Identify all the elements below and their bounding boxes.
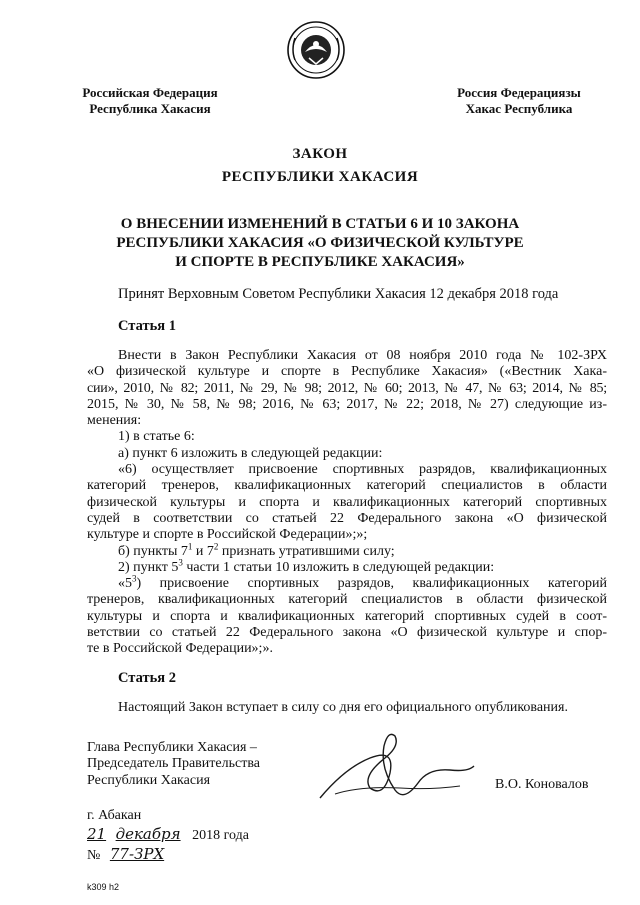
role-line3: Республики Хакасия: [87, 772, 211, 788]
quote1-line5: культуре и спорте в Российской Федерации»;»;: [87, 527, 368, 543]
subject-line1: О ВНЕСЕНИИ ИЗМЕНЕНИЙ В СТАТЬИ 6 И 10 ЗАКОНА: [120, 216, 520, 232]
header-right-line2: Хакас Республика: [465, 101, 573, 116]
date-month-handwritten: декабря: [115, 825, 181, 843]
title-line1: ЗАКОН: [292, 146, 348, 162]
signatory-name: В.О. Коновалов: [495, 777, 589, 792]
item1b-post: признать утратившими силу;: [218, 543, 395, 559]
item1b-sup2: 2: [213, 540, 219, 551]
quote2-sup: 3: [132, 573, 137, 584]
law-number-handwritten: 77-ЗРХ: [109, 845, 165, 863]
article1-heading: Статья 1: [118, 318, 176, 334]
item1b: [87, 540, 607, 560]
quote2-line1: [87, 573, 607, 592]
intro-line4: 2015, № 30, № 58, № 98; 2016, № 63; 2017, № 22; 2018, № 27) следующие из-: [87, 396, 607, 412]
document-subject: [80, 215, 560, 272]
item2-post: части 1 статьи 10 изложить в следующей редакции:: [182, 559, 495, 575]
quote1-line3: физической культуры и спорта и квалификационных категорий спортивных: [87, 494, 607, 510]
quote2-line2: тренеров, квалификационных категорий специалистов в области физической: [87, 592, 607, 608]
handwritten-signature: [300, 728, 480, 810]
item1a: а) пункт 6 изложить в следующей редакции:: [118, 445, 383, 461]
header-left-line1: Российская Федерация: [82, 85, 218, 100]
law-number-line: [87, 846, 287, 864]
item1b-mid: и 7: [192, 543, 214, 559]
header-left-line2: Республика Хакасия: [89, 101, 211, 116]
adoption-line: Принят Верховным Советом Республики Хакасия 12 декабря 2018 года: [118, 286, 559, 302]
article2-heading: Статья 2: [118, 670, 176, 686]
quote1-line1: «6) осуществляет присвоение спортивных разрядов, квалификационных: [118, 462, 607, 478]
item2-sup: 3: [178, 557, 183, 568]
item1b-pre: б) пункты 7: [118, 543, 188, 559]
header-right: [445, 85, 593, 117]
quote2-line1-text: ) присвоение спортивных разрядов, квалификационных категорий: [136, 576, 607, 592]
item2-pre: 2) пункт 5: [118, 559, 179, 575]
quote2-line5: те в Российской Федерации»;».: [87, 641, 273, 657]
title-line2: РЕСПУБЛИКИ ХАКАСИЯ: [221, 169, 419, 185]
header-right-line1: Россия Федерациязы: [457, 85, 581, 100]
role-line2: Председатель Правительства: [87, 756, 260, 772]
intro-line3: сии», 2010, № 82; 2011, № 29, № 98; 2012, № 60; 2013, № 47, № 63; 2014, № 85;: [87, 380, 607, 396]
footer-code: k309 h2: [87, 882, 120, 892]
date-day-handwritten: 21: [87, 825, 107, 843]
header-left: [75, 85, 225, 117]
quote2-line3: культуры и спорта и квалификационных категорий спортивных судей в соот-: [87, 608, 607, 624]
item1: 1) в статье 6:: [118, 429, 195, 445]
intro-line1: Внести в Закон Республики Хакасия от 08 ноября 2010 года № 102-ЗРХ: [118, 348, 607, 363]
city: г. Абакан: [87, 808, 142, 823]
date-line: [87, 826, 337, 846]
document-title: [0, 145, 640, 187]
intro-line5: менения:: [87, 413, 142, 429]
intro-line2: «О физической культуре и спорте в Республике Хакасия» («Вестник Хака-: [87, 364, 607, 380]
quote1-line2: категорий тренеров, квалификационных категорий специалистов в области: [87, 478, 607, 494]
coat-of-arms-emblem: [285, 20, 347, 80]
subject-line3: И СПОРТЕ В РЕСПУБЛИКЕ ХАКАСИЯ»: [175, 254, 465, 270]
quote2-pre: «5: [118, 576, 132, 592]
role-line1: Глава Республики Хакасия –: [87, 740, 257, 755]
item1b-sup1: 1: [187, 540, 193, 551]
article2-text: Настоящий Закон вступает в силу со дня его официального опубликования.: [118, 700, 568, 715]
quote2-line4: ветствии со статьей 22 Федерального закона «О физической культуре и спор-: [87, 625, 607, 641]
date-year: 2018 года: [192, 828, 249, 843]
item2: [87, 557, 607, 576]
signatory-role: [87, 740, 317, 789]
article1-body: [87, 348, 607, 658]
law-number-label: №: [87, 848, 101, 863]
subject-line2: РЕСПУБЛИКИ ХАКАСИЯ «О ФИЗИЧЕСКОЙ КУЛЬТУРЕ: [116, 235, 524, 251]
quote1-line4: судей в соответствии со статьей 22 Федерального закона «О физической: [87, 510, 607, 526]
